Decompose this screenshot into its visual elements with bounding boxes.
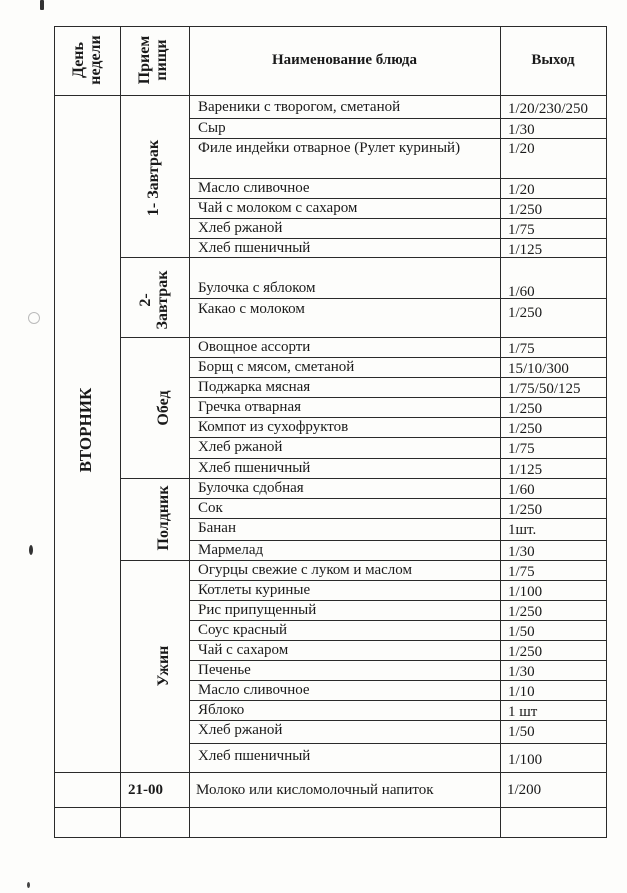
dish-yield: 1/20 <box>508 182 535 198</box>
dish-yield: 1/75 <box>508 341 535 357</box>
dish-name: Сок <box>198 500 223 516</box>
dish-yield: 1/60 <box>508 284 535 300</box>
header-meal: Прием пищи <box>136 35 170 85</box>
meal-label-lunch: Обед <box>155 390 172 426</box>
table-border-dish <box>500 26 501 838</box>
dish-name: Соус красный <box>198 622 288 638</box>
header-day: День недели <box>70 35 104 85</box>
meal-label-snack: Полдник <box>155 485 172 551</box>
header-dish: Наименование блюда <box>272 52 417 68</box>
dish-yield: 1/250 <box>508 644 543 660</box>
meal-label-dinner: Ужин <box>155 645 172 687</box>
dish-name: Сыр <box>198 120 226 136</box>
dish-yield: 15/10/300 <box>508 361 569 377</box>
late-snack-dish: Молоко или кисломолочный напиток <box>196 782 434 798</box>
dish-name: Масло сливочное <box>198 682 310 698</box>
dish-yield: 1/250 <box>508 401 543 417</box>
dish-name: Булочка с яблоком <box>198 280 316 296</box>
dish-yield: 1/50 <box>508 724 535 740</box>
dish-yield: 1/60 <box>508 482 535 498</box>
dish-name: Чай с молоком с сахаром <box>198 200 358 216</box>
dish-name: Какао с молоком <box>198 301 305 317</box>
row-divider <box>189 518 607 519</box>
dish-name: Хлеб ржаной <box>198 220 283 236</box>
dish-yield: 1/250 <box>508 421 543 437</box>
table-border-meal <box>189 26 190 838</box>
dish-yield: 1/75 <box>508 564 535 580</box>
header-yield: Выход <box>531 52 575 68</box>
dish-yield: 1/20/230/250 <box>508 101 589 117</box>
dish-yield: 1/125 <box>508 242 543 258</box>
punch-hole <box>28 312 40 324</box>
dish-name: Хлеб пшеничный <box>198 240 311 256</box>
dish-name: Поджарка мясная <box>198 379 311 395</box>
row-divider <box>189 700 607 701</box>
dish-yield: 1/30 <box>508 544 535 560</box>
dish-yield: 1/20 <box>508 141 535 157</box>
late-snack-yield: 1/200 <box>507 782 542 798</box>
empty-row-divider <box>54 807 607 808</box>
table-border-bottom <box>54 837 607 838</box>
dish-yield: 1/250 <box>508 604 543 620</box>
scan-mark <box>40 0 44 10</box>
dish-name: Хлеб ржаной <box>198 439 283 455</box>
punch-hole <box>29 545 33 555</box>
dish-name: Мармелад <box>198 542 264 558</box>
dish-yield: 1/30 <box>508 122 535 138</box>
dish-name: Печенье <box>198 662 251 678</box>
table-border-right <box>606 26 607 838</box>
dish-yield: 1/75 <box>508 441 535 457</box>
dish-name: Филе индейки отварное (Рулет куриный) <box>198 140 461 156</box>
dish-name: Булочка сдобная <box>198 480 304 496</box>
dish-yield: 1/250 <box>508 202 543 218</box>
row-divider <box>189 660 607 661</box>
dish-name: Компот из сухофруктов <box>198 419 349 435</box>
dish-name: Огурцы свежие с луком и маслом <box>198 562 412 578</box>
dish-name: Борщ с мясом, сметаной <box>198 359 355 375</box>
dish-name: Вареники с творогом, сметаной <box>198 99 401 115</box>
dish-name: Масло сливочное <box>198 180 310 196</box>
dish-yield: 1/75/50/125 <box>508 381 581 397</box>
dish-name: Чай с сахаром <box>198 642 289 658</box>
dish-name: Котлеты куриные <box>198 582 311 598</box>
meal-divider <box>120 337 607 338</box>
snack-divider <box>54 772 607 773</box>
dish-yield: 1/30 <box>508 664 535 680</box>
dish-name: Яблоко <box>198 702 245 718</box>
dish-name: Хлеб пшеничный <box>198 460 311 476</box>
dish-yield: 1/250 <box>508 502 543 518</box>
dish-yield: 1шт. <box>508 522 537 538</box>
dish-yield: 1 шт <box>508 704 538 720</box>
meal-label-breakfast-1: 1- Завтрак <box>145 139 162 217</box>
dish-yield: 1/100 <box>508 584 543 600</box>
dish-yield: 1/100 <box>508 752 543 768</box>
row-divider <box>189 743 607 744</box>
dish-name: Гречка отварная <box>198 399 302 415</box>
dish-yield: 1/50 <box>508 624 535 640</box>
row-divider <box>189 498 607 499</box>
row-divider <box>189 118 607 119</box>
dish-name: Хлеб пшеничный <box>198 748 311 764</box>
table-border-day <box>120 26 121 838</box>
day-label: ВТОРНИК <box>76 387 95 473</box>
row-divider <box>189 298 607 299</box>
table-border-left <box>54 26 55 838</box>
dish-yield: 1/75 <box>508 222 535 238</box>
late-snack-time: 21-00 <box>128 782 163 798</box>
dish-yield: 1/250 <box>508 305 543 321</box>
dish-yield: 1/125 <box>508 462 543 478</box>
dish-name: Овощное ассорти <box>198 339 311 355</box>
dish-yield: 1/10 <box>508 684 535 700</box>
punch-hole <box>27 882 30 888</box>
dish-name: Рис припущенный <box>198 602 317 618</box>
dish-name: Хлеб ржаной <box>198 722 283 738</box>
meal-label-breakfast-2: 2- Завтрак <box>137 270 171 330</box>
dish-name: Банан <box>198 520 236 536</box>
